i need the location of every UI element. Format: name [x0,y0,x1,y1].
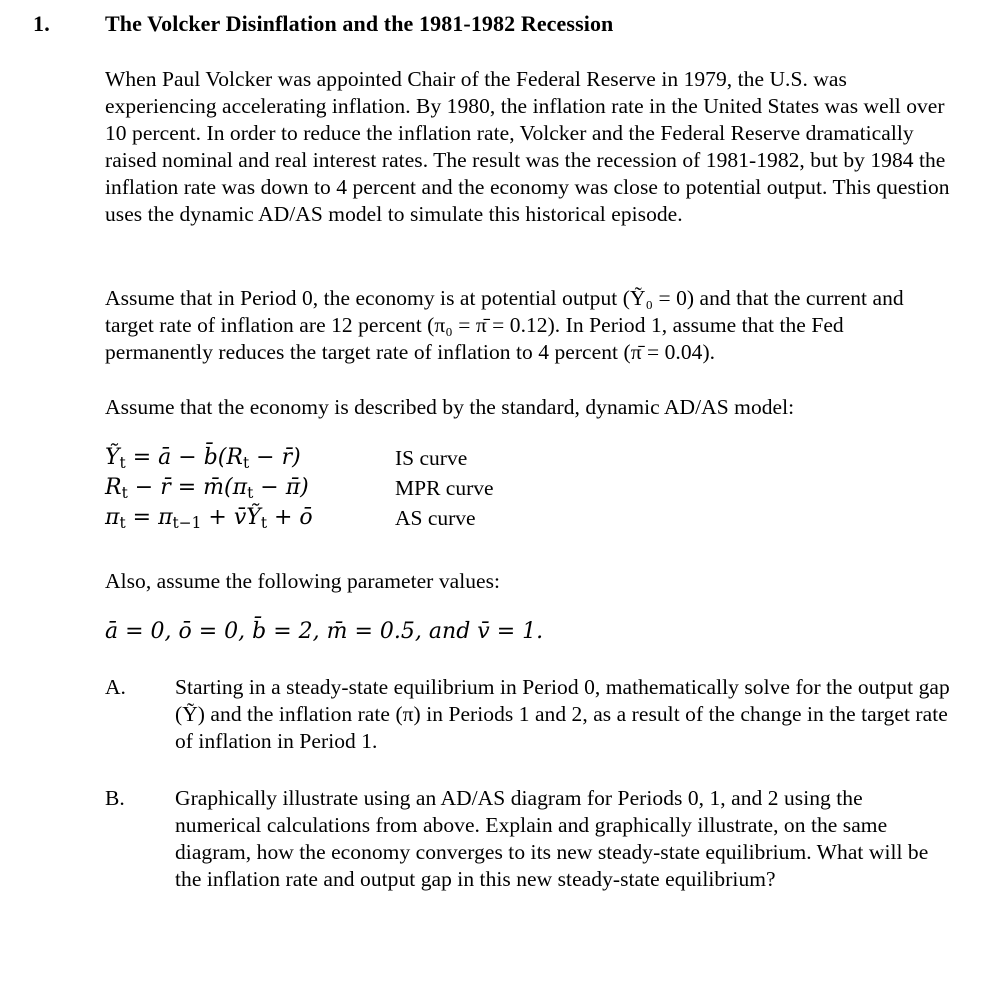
equation-list [105,443,950,533]
paragraph-model-intro: Assume that the economy is described by the standard, dynamic AD/AS model: [105,395,795,419]
subpart-a-letter: A. [105,675,126,699]
equation-is-math: Ỹ$_t$ = ā − $b̄(R_t$ − r̄) [105,445,301,472]
equation-as-label: AS curve [395,506,476,530]
equation-row-as [105,503,950,533]
paragraph-params-intro: Also, assume the following parameter values: [105,569,501,593]
page-title: The Volcker Disinflation and the 1981-1982 Recession [105,11,614,36]
subpart-b-text: Graphically illustrate using an AD/AS diagram for Periods 0, 1, and 2 using the numerical calculations from above. Explain and graphically illustrate, on the same diagram, how the economy converges to its new steady-state equilibrium. What will be the inflation rate and output gap in this new steady-state equilibrium? [175,786,929,891]
subpart-a [105,674,950,755]
parameter-values-line: ā = 0, ō = 0, b̄ = 2, m̄ = 0.5, and v̄ = 1. [105,619,544,644]
subpart-a-text: Starting in a steady-state equilibrium in Period 0, mathematically solve for the output gap (Ỹ) and the inflation rate (π) in Periods 1 and 2, as a result of the change in the target rate of inflation in Period 1. [175,675,950,753]
subpart-b [105,785,950,893]
paragraph-intro: When Paul Volcker was appointed Chair of the Federal Reserve in 1979, the U.S. was experiencing accelerating inflation. By 1980, the inflation rate in the United States was well over 10 percent. In order to reduce the inflation rate, Volcker and the Federal Reserve dramatically raised nominal and real interest rates. The result was the recession of 1981-1982, but by 1984 the inflation rate was down to 4 percent and the economy was close to potential output. This question uses the dynamic AD/AS model to simulate this historical episode. [105,67,950,226]
question-number: 1. [33,11,50,36]
equation-mpr-math: $R_t$ − r̄ = $m̄(\pi_t$ − π̄) [105,475,309,502]
subpart-b-letter: B. [105,786,125,810]
equation-row-is [105,443,950,473]
paragraph-assumptions: Assume that in Period 0, the economy is at potential output (Ỹ₀ = 0) and that the current and target rate of inflation are 12 percent (π₀ = π̄ = 0.12). In Period 1, assume that the Fed permanently reduces the target rate of inflation to 4 percent (π̄ = 0.04). [105,286,904,364]
equation-as-math: $\pi_t = \pi_{t-1}$ + v̄Ỹ$_t$ + ō [105,505,313,532]
equation-row-mpr [105,473,950,503]
equation-is-label: IS curve [395,446,468,470]
equation-mpr-label: MPR curve [395,476,494,500]
